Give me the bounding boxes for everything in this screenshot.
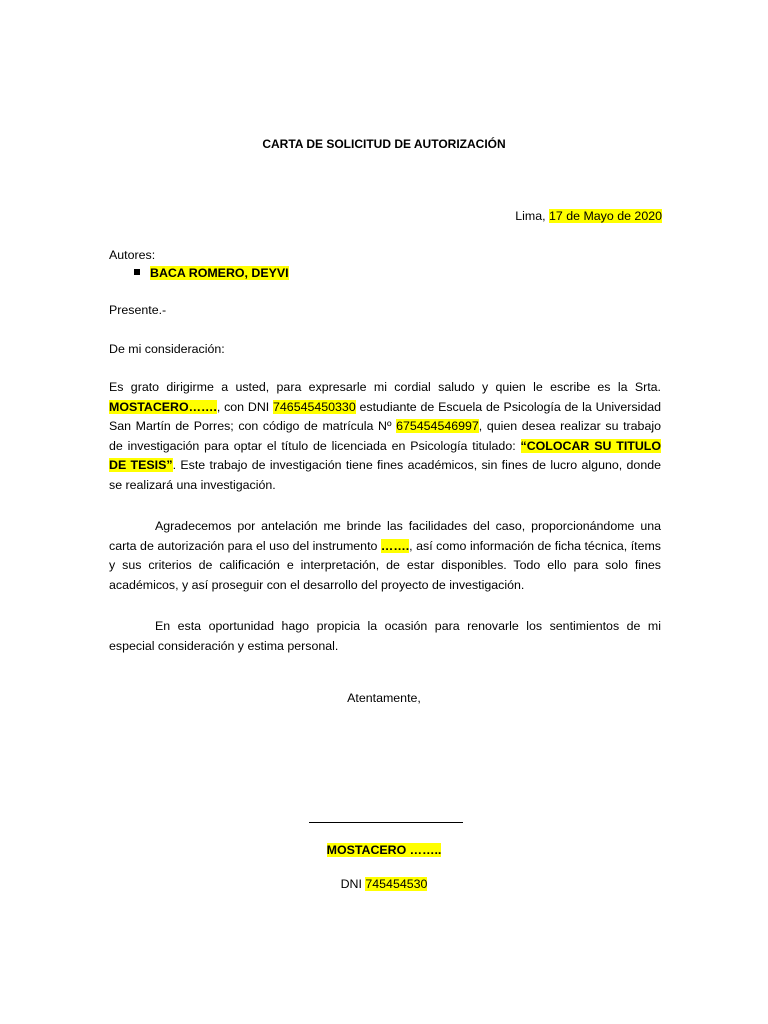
paragraph-farewell: En esta oportunidad hago propicia la ocasión para renovarle los sentimientos de mi especial consideración y estima personal. [109,619,661,653]
salutation: Presente.- [109,303,167,317]
p1-text-5: . Este trabajo de investigación tiene fines académicos, sin fines de lucro alguno, donde se realizará una investigación. [109,458,661,492]
letter-date [515,209,662,223]
p1-text-1: Es grato dirigirme a usted, para expresarle mi cordial saludo y quien le escribe es la Srta. [109,380,661,394]
paragraph-thanks [109,517,661,595]
p1-text-2: , con DNI [216,399,274,414]
letter-title: CARTA DE SOLICITUD DE AUTORIZACIÓN [262,137,506,151]
p2-text-2: , así como información de ficha técnica, ítems y sus criterios de calificación e interpretación, de estar disponibles. Todo ello para solo fines académicos, y así proseguir con el desarrollo del proyecto de investigación. [109,538,661,592]
author-list-item [134,266,289,280]
thesis-title: “COLOCAR SU TITULO DE TESIS” [109,438,661,473]
consideration-line: De mi consideración: [109,342,225,356]
instrument-name: ……. [380,538,410,553]
signature-name-text: MOSTACERO …….. [326,843,442,857]
author-name: BACA ROMERO, DEYVI [150,266,289,280]
paragraph-request [109,378,661,496]
p2-text-1: Agradecemos por antelación me brinde las facilidades del caso, proporcionándome una carta de autorización para el uso del instrumento [109,519,661,553]
student-name: MOSTACERO……. [109,399,217,414]
date-prefix: Lima, [515,209,550,223]
signature-dni-value: 745454530 [365,877,428,891]
enrollment-code: 675454546997 [396,419,479,434]
signature-dni-label: DNI [340,877,366,891]
signature-dni [0,877,768,891]
p1-text-4: , quien desea realizar su trabajo de investigación para optar el título de licenciada en Psicología titulado: [109,419,661,453]
p1-text-3: estudiante de Escuela de Psicología de la Universidad San Martín de Porres; con código de matrícula Nº [109,399,661,434]
student-dni: 746545450330 [273,399,356,414]
signature-name [0,843,768,857]
bullet-square-icon [134,269,140,275]
signature-line [309,822,463,823]
authors-label: Autores: [109,248,156,262]
closing: Atentamente, [347,691,421,705]
date-value: 17 de Mayo de 2020 [549,209,662,223]
